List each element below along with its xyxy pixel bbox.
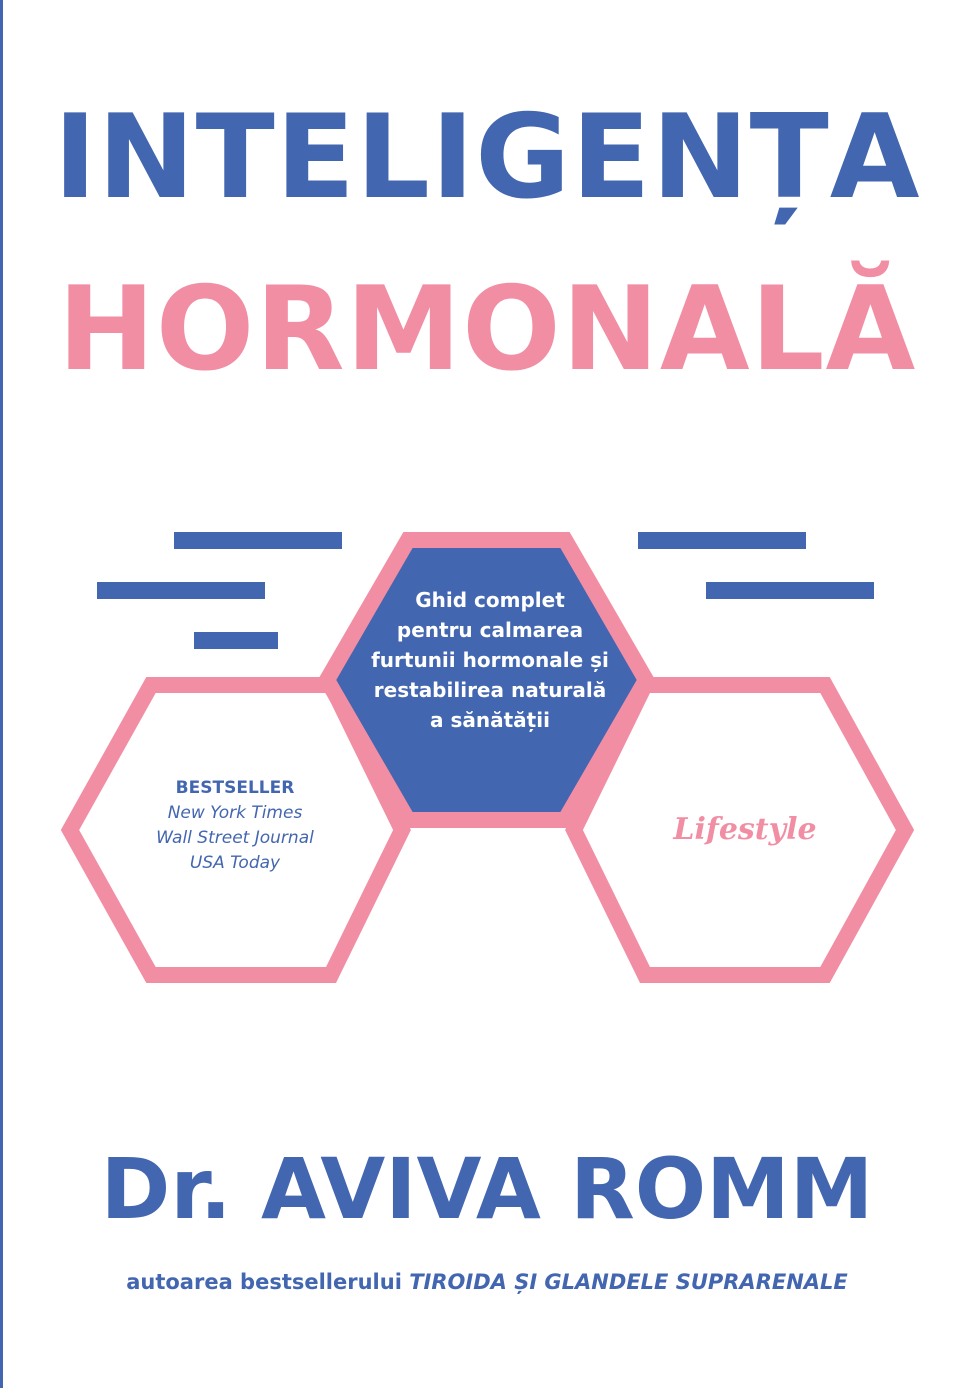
center-text-line: restabilirea naturală <box>373 678 607 702</box>
bestseller-label: BESTSELLER <box>175 778 295 798</box>
center-text-line: Ghid complet <box>415 588 565 612</box>
bestseller-block <box>120 776 350 876</box>
title-line-1: INTELIGENȚA <box>53 90 921 225</box>
bestseller-source: Wall Street Journal <box>156 828 314 848</box>
subtitle-prefix: autoarea bestsellerului <box>126 1270 402 1294</box>
center-text-line: a sănătății <box>430 708 550 732</box>
subtitle-book-title: TIROIDA ȘI GLANDELE SUPRARENALE <box>409 1270 848 1294</box>
title-line-2: HORMONALĂ <box>57 262 917 397</box>
bestseller-source: New York Times <box>167 803 303 823</box>
lifestyle-logo: Lifestyle <box>673 812 817 847</box>
center-text-line: furtunii hormonale și <box>371 648 609 672</box>
center-hexagon-text <box>340 585 640 735</box>
bestseller-source: USA Today <box>189 853 281 873</box>
author-name: Dr. AVIVA ROMM <box>100 1140 874 1238</box>
center-text-line: pentru calmarea <box>396 618 584 642</box>
author-subtitle <box>0 1270 974 1294</box>
